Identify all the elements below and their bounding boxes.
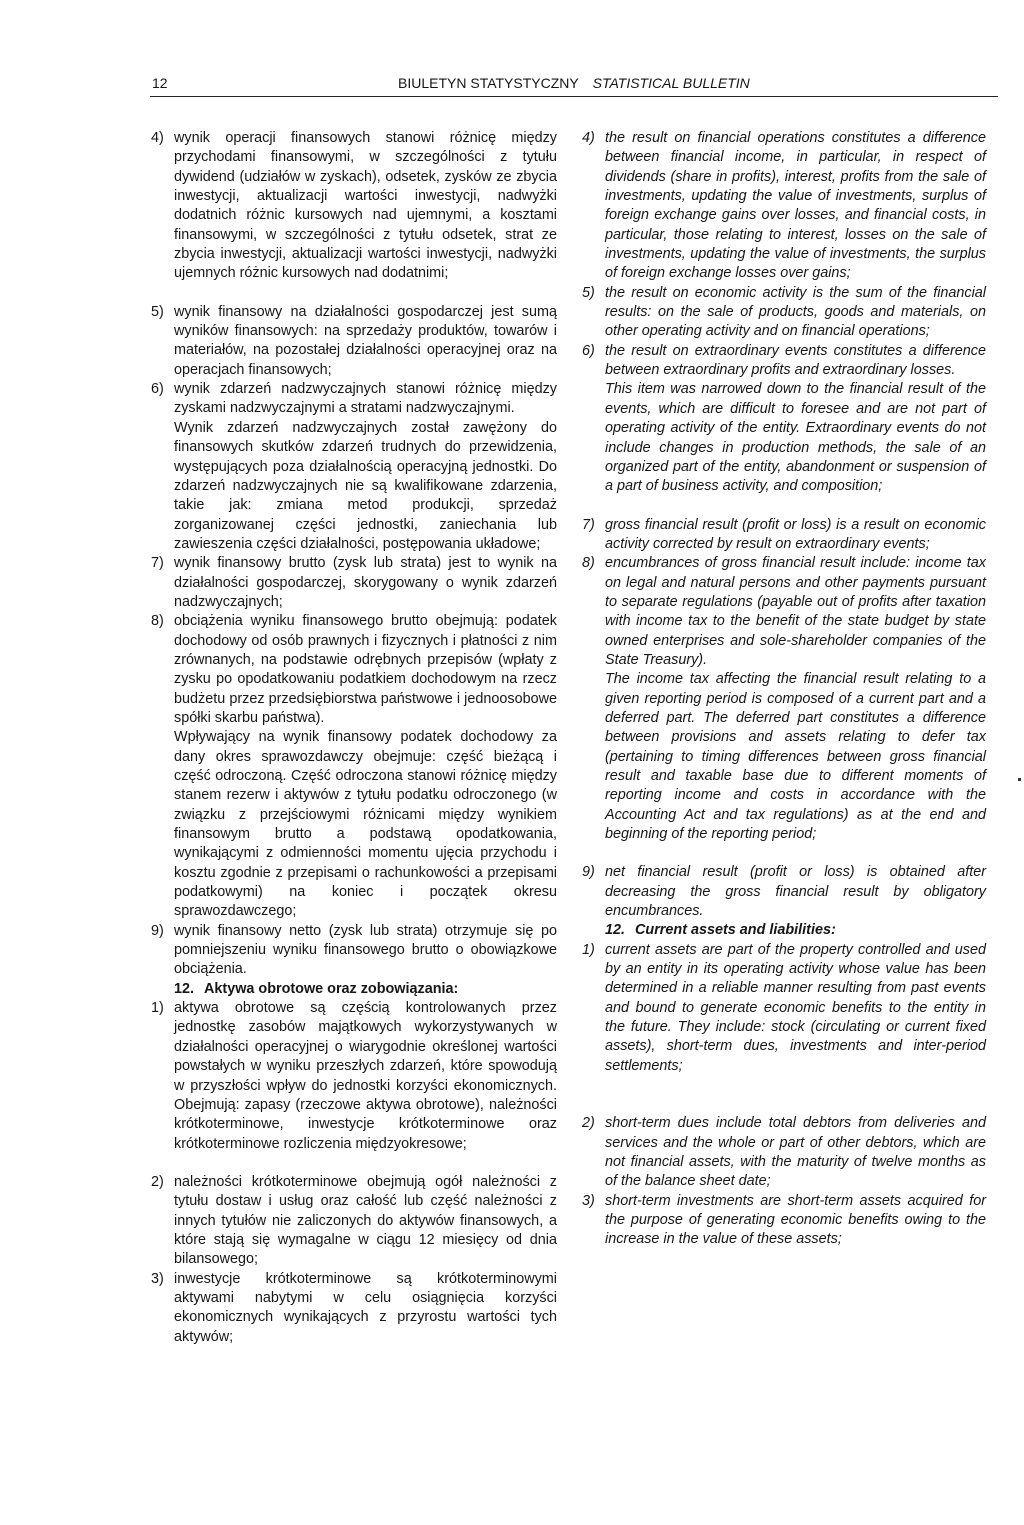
en-item-9 [582,863,986,921]
en-section-12-heading [582,921,986,940]
item-text: encumbrances of gross financial result include: income tax on legal and natural persons and other payments pursuant to separate regulations (payable out of profits after taxation with income tax to the benefit of the state budget by state owned enterprises and sole-shareholder companies of the State Treasury). [605,555,986,668]
running-title-pl: BIULETYN STATYSTYCZNY [398,75,579,91]
item-number: 6) [582,342,595,359]
item-text: short-term dues include total debtors from deliveries and services and the whole or part of other debtors, which are not financial assets, with the maturity of twelve months as of the balance sheet date; [605,1115,986,1190]
pl-item-4 [151,129,557,284]
pl-item-6-paragraph: Wynik zdarzeń nadzwyczajnych został zawężony do finansowych skutków zdarzeń trudnych do przewidzenia, występujących poza działalnością operacyjną jednostki. Do zdarzeń nadzwyczajnych nie są kwalifikowane zdarzenia, takie jak: zmiana metod produkcji, sprzedaż zorganizowanej części jednostki, zaniechania lub zawieszenia części działalności, postępowania układowe; [174,419,557,552]
pl-item-8-paragraph: Wpływający na wynik finansowy podatek dochodowy za dany okres sprawozdawczy obejmuje: część bieżącą i część odroczoną. Część odroczona stanowi różnicę między stanem rezerw i aktywów z tytułu podatku odroczonego (w związku z przejściowymi różnicami między wynikiem finansowym brutto a podstawą opodatkowania, wynikającymi z odmienności momentu ujęcia przychodu i kosztu zgodnie z przepisami o rachunkowości a przepisami podatkowymi) na koniec i początek okresu sprawozdawczego; [174,729,557,920]
item-text: obciążenia wyniku finansowego brutto obejmują: podatek dochodowy od osób prawnych i fizycznych i płatności z nim zrównanych, na podstawie odrębnych przepisów (wpłaty z zysku po opodatkowaniu podatkiem dochodowym na rzecz budżetu przez przedsiębiorstwa państwowe i jednoosobowe spółki skarbu państwa). [174,613,557,726]
item-number: 2) [582,1115,595,1132]
page-header [150,74,998,97]
item-text: net financial result (profit or loss) is obtained after decreasing the gross financial result by obligatory encumbrances. [605,864,986,920]
section-title: Aktywa obrotowe oraz zobowiązania: [204,980,459,997]
en-assets-item-3 [582,1192,986,1250]
en-item-6-paragraph: This item was narrowed down to the financial result of the events, which are difficult to foresee and are not part of operating activity of the entity. Extraordinary events do not include changes in production methods, the sale of an organized part of the entity, abandonment or suspension of a part of business activity, and composition; [605,381,986,495]
item-text: wynik zdarzeń nadzwyczajnych stanowi różnicę między zyskami nadzwyczajnymi a stratami nadzwyczajnymi. [174,381,557,417]
item-text: wynik finansowy na działalności gospodarczej jest sumą wyników finansowych: na sprzedaży produktów, towarów i materiałów, na pozostałej działalności operacyjnej oraz na operacjach finansowych; [174,303,557,378]
pl-item-5 [151,303,557,380]
section-number: 12. [174,980,195,997]
item-number: 8) [582,555,595,572]
item-text: gross financial result (profit or loss) is a result on economic activity corrected by result on extraordinary events; [605,516,986,552]
item-number: 1) [582,941,595,958]
item-text: the result on extraordinary events constitutes a difference between extraordinary profits and extraordinary losses. [605,342,986,379]
en-item-5 [582,284,986,342]
item-text: the result on economic activity is the sum of the financial results: on the sale of products, goods and materials, on other operating activity and on financial operations; [605,284,986,340]
item-text: wynik finansowy netto (zysk lub strata) otrzymuje się po pomniejszeniu wyniku finansowego brutto o obowiązkowe obciążenia. [174,922,557,978]
item-text: wynik operacji finansowych stanowi różnicę między przychodami finansowymi, w szczególności z tytułu dywidend (udziałów w zyskach), odsetek, zysków ze zbycia inwestycji, aktualizacji wartości inwestycji, nadwyżki dodatnich różnic kursowych nad ujemnymi, a kosztami finansowymi, w szczególności z tytułu odsetek, strat ze zbycia inwestycji, aktualizacji wartości inwestycji, nadwyżki ujemnych różnic kursowych nad dodatnimi; [174,130,557,282]
running-title [398,74,750,92]
pl-assets-item-1 [151,999,557,1154]
item-text: aktywa obrotowe są częścią kontrolowanych przez jednostkę zasobów majątkowych wykorzystywanych w działalności operacyjnej o wiarygodnie określonej wartości powstałych w wyniku przeszłych zdarzeń, które spowodują w przyszłości wpływ do jednostki korzyści ekonomicznych. Obejmują: zapasy (rzeczowe aktywa obrotowe), należności krótkoterminowe, inwestycje krótkoterminowe oraz krótkoterminowe rozliczenia międzyokresowe; [174,1000,557,1152]
polish-column [151,129,557,1347]
item-number: 5) [582,284,595,301]
item-text: należności krótkoterminowe obejmują ogół należności z tytułu dostaw i usług oraz całość lub część należności z innych tytułów nie zaliczonych do aktywów finansowych, a które stają się wymagalne w ciągu 12 miesięcy od dnia bilansowego; [174,1173,557,1268]
item-number: 9) [151,922,164,939]
item-number: 5) [151,303,164,320]
en-item-6 [582,342,986,381]
pl-item-8 [151,612,557,728]
item-number: 8) [151,613,164,630]
item-number: 4) [582,130,595,146]
item-number: 3) [151,1270,164,1287]
en-item-4 [582,129,986,284]
english-column [582,129,986,1250]
pl-assets-item-3 [151,1270,557,1347]
item-text: short-term investments are short-term assets acquired for the purpose of generating economic benefits owing to the increase in the value of these assets; [605,1192,986,1248]
pl-item-6 [151,380,557,419]
section-number: 12. [605,922,626,939]
item-text: current assets are part of the property controlled and used by an entity in its operating activity whose value has been determined in a reliable manner resulting from past events and bound to generate economic benefits to the entity in the future. They include: stock (circulating or current fixed assets), short-term dues, investments and inter-period settlements; [605,941,986,1074]
item-number: 3) [582,1192,595,1209]
item-number: 9) [582,864,595,881]
item-text: inwestycje krótkoterminowe są krótkoterminowymi aktywami nabytymi w celu osiągnięcia korzyści ekonomicznych wynikających z przyrostu wartości tych aktywów; [174,1270,557,1345]
item-number: 6) [151,381,164,398]
page-number: 12 [152,75,168,91]
item-number: 2) [151,1173,164,1190]
item-text: wynik finansowy brutto (zysk lub strata) jest to wynik na działalności gospodarczej, skorygowany o wynik zdarzeń nadzwyczajnych; [174,555,557,610]
en-item-8 [582,554,986,670]
en-item-8-paragraph: The income tax affecting the financial result relating to a given reporting period is composed of a current part and a deferred part. The deferred part constitutes a difference between provisions and assets relating to defer tax (pertaining to timing differences between gross financial result and taxable base due to different moments of reporting income and costs in accordance with the Accounting Act and tax regulations) as at the end and beginning of the reporting period; [605,671,986,843]
section-title: Current assets and liabilities: [635,922,836,939]
item-number: 7) [582,516,595,533]
en-assets-item-1 [582,941,986,1076]
pl-item-7 [151,554,557,612]
scan-speck [1018,778,1021,781]
en-item-7 [582,516,986,555]
pl-item-9 [151,922,557,980]
pl-assets-item-2 [151,1173,557,1270]
item-number: 1) [151,1000,164,1017]
en-assets-item-2 [582,1114,986,1191]
item-number: 4) [151,130,164,146]
item-number: 7) [151,555,164,572]
pl-section-12-heading [151,980,557,999]
item-text: the result on financial operations constitutes a difference between financial income, in particular, in respect of dividends (share in profits), interest, profits from the sale of investments, updating the value of investments, surplus of foreign exchange gains over losses, and financial costs, in particular, those relating to interest, losses on the sale of investments, updating the value of investments, the surplus of foreign exchange losses over gains; [605,130,986,282]
running-title-en: STATISTICAL BULLETIN [592,75,750,91]
